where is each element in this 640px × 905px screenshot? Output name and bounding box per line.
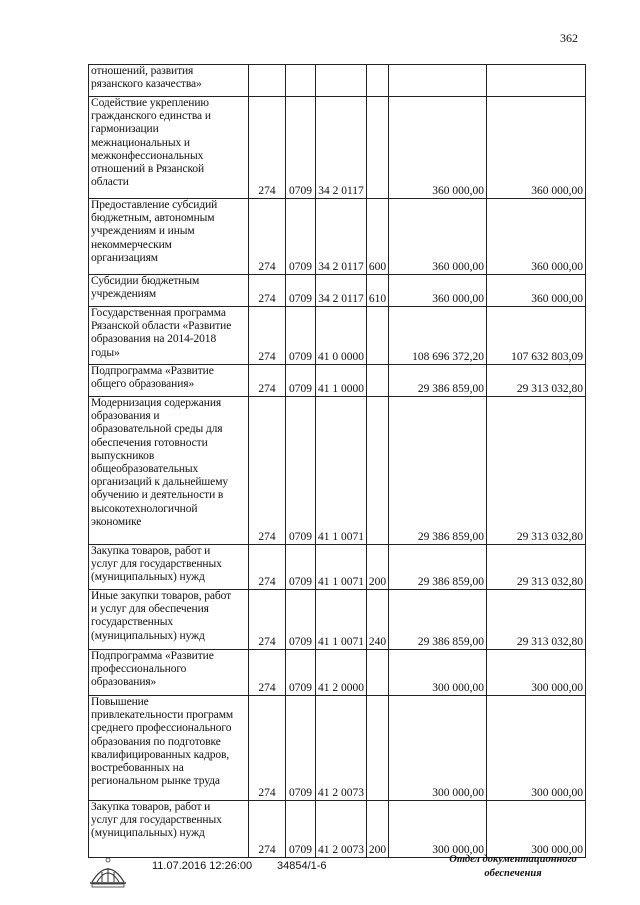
- target-code-cell: 34 2 0117: [316, 199, 367, 275]
- target-code-cell: 41 2 0000: [316, 650, 367, 696]
- item-name-line: организаций к дальнейшему: [91, 476, 229, 489]
- amount-year1-cell: 300 000,00: [389, 650, 487, 696]
- item-name-cell: [89, 365, 249, 397]
- amount-year1-cell: [389, 65, 487, 97]
- admin-code-cell: 274: [249, 545, 286, 590]
- expense-type-cell: [367, 365, 389, 397]
- item-name-line: образования и: [91, 410, 160, 423]
- amount-year2-cell: 29 313 032,80: [487, 545, 586, 590]
- footer-department-line: обеспечения: [484, 868, 542, 879]
- target-code-cell: 41 1 0000: [316, 365, 367, 397]
- item-name-cell: [89, 199, 249, 275]
- item-name-cell: [89, 590, 249, 650]
- amount-year1-cell: 360 000,00: [389, 199, 487, 275]
- footer-date: 11.07.2016 12:26:00: [152, 860, 253, 872]
- amount-year1-cell: 300 000,00: [389, 696, 487, 801]
- item-name-line: профессионального: [91, 663, 187, 676]
- table-row: [89, 397, 586, 545]
- item-name-line: гражданского единства и: [91, 110, 211, 123]
- item-name-line: годы»: [91, 346, 120, 359]
- amount-year2-cell: 300 000,00: [487, 696, 586, 801]
- item-name-line: региональном рынке труда: [91, 775, 220, 788]
- amount-year2-cell: 300 000,00: [487, 650, 586, 696]
- item-name-line: области: [91, 176, 129, 189]
- item-name-line: межнациональных и: [91, 136, 190, 149]
- item-name-cell: [89, 545, 249, 590]
- table-row: [89, 545, 586, 590]
- amount-year2-cell: [487, 65, 586, 97]
- item-name-line: Подпрограмма «Развитие: [91, 650, 214, 662]
- footer-department-line: Отдел документационного: [449, 854, 577, 865]
- admin-code-cell: 274: [249, 590, 286, 650]
- item-name-line: услуг для государственных: [91, 558, 222, 571]
- table-row: [89, 97, 586, 199]
- item-name-line: Рязанской области «Развитие: [91, 320, 232, 333]
- admin-code-cell: 274: [249, 650, 286, 696]
- item-name-cell: [89, 696, 249, 801]
- budget-table: [88, 64, 586, 858]
- section-code-cell: 0709: [286, 365, 316, 397]
- item-name-line: образования по подготовке: [91, 735, 221, 748]
- item-name-line: Модернизация содержания: [91, 397, 222, 409]
- item-name-line: Предоставление субсидий: [91, 199, 218, 211]
- department-logo-icon: [86, 852, 130, 888]
- item-name-line: гармонизации: [91, 123, 159, 136]
- item-name-line: обеспечения готовности: [91, 436, 208, 449]
- item-name-line: (муниципальных) нужд: [91, 827, 205, 840]
- item-name-line: Государственная программа: [91, 307, 226, 319]
- item-name-cell: [89, 801, 249, 858]
- target-code-cell: 34 2 0117: [316, 275, 367, 307]
- item-name-line: услуг для государственных: [91, 814, 222, 827]
- item-name-line: Повышение: [91, 696, 149, 708]
- section-code-cell: 0709: [286, 199, 316, 275]
- table-row: [89, 801, 586, 858]
- amount-year2-cell: 29 313 032,80: [487, 365, 586, 397]
- table-row: [89, 590, 586, 650]
- admin-code-cell: 274: [249, 199, 286, 275]
- section-code-cell: 0709: [286, 275, 316, 307]
- footer-department: [428, 853, 598, 881]
- item-name-line: и услуг для обеспечения: [91, 603, 209, 616]
- item-name-line: образования на 2014-2018: [91, 333, 217, 346]
- item-name-line: Подпрограмма «Развитие: [91, 365, 214, 377]
- item-name-line: (муниципальных) нужд: [91, 571, 205, 584]
- section-code-cell: [286, 65, 316, 97]
- expense-type-cell: 200: [367, 801, 389, 858]
- admin-code-cell: [249, 65, 286, 97]
- section-code-cell: 0709: [286, 650, 316, 696]
- page-footer: [0, 850, 640, 905]
- target-code-cell: 41 1 0071: [316, 545, 367, 590]
- item-name-line: экономике: [91, 515, 142, 528]
- section-code-cell: 0709: [286, 397, 316, 545]
- section-code-cell: 0709: [286, 307, 316, 365]
- table-row: [89, 650, 586, 696]
- amount-year1-cell: 360 000,00: [389, 275, 487, 307]
- table-row: [89, 696, 586, 801]
- item-name-line: учреждениям: [91, 288, 157, 301]
- item-name-line: Субсидии бюджетным: [91, 275, 200, 287]
- admin-code-cell: 274: [249, 97, 286, 199]
- amount-year2-cell: 29 313 032,80: [487, 397, 586, 545]
- table-row: [89, 307, 586, 365]
- item-name-line: межконфессиональных: [91, 149, 204, 162]
- item-name-line: высокотехнологичной: [91, 502, 198, 515]
- amount-year2-cell: 360 000,00: [487, 275, 586, 307]
- item-name-line: государственных: [91, 616, 174, 629]
- section-code-cell: 0709: [286, 97, 316, 199]
- amount-year2-cell: 360 000,00: [487, 97, 586, 199]
- item-name-line: Закупка товаров, работ и: [91, 801, 211, 813]
- expense-type-cell: 610: [367, 275, 389, 307]
- amount-year1-cell: 29 386 859,00: [389, 365, 487, 397]
- item-name-line: Иные закупки товаров, работ: [91, 590, 232, 602]
- amount-year1-cell: 29 386 859,00: [389, 397, 487, 545]
- footer-registration-number: 34854/1-6: [277, 860, 327, 872]
- page-number: 362: [560, 31, 578, 45]
- expense-type-cell: 200: [367, 545, 389, 590]
- amount-year1-cell: 108 696 372,20: [389, 307, 487, 365]
- item-name-line: привлекательности программ: [91, 709, 234, 722]
- item-name-cell: [89, 65, 249, 97]
- section-code-cell: 0709: [286, 696, 316, 801]
- expense-type-cell: [367, 397, 389, 545]
- admin-code-cell: 274: [249, 801, 286, 858]
- item-name-line: отношений в Рязанской: [91, 163, 205, 176]
- expense-type-cell: [367, 650, 389, 696]
- admin-code-cell: 274: [249, 696, 286, 801]
- expense-type-cell: 240: [367, 590, 389, 650]
- target-code-cell: 41 1 0071: [316, 590, 367, 650]
- admin-code-cell: 274: [249, 365, 286, 397]
- target-code-cell: 34 2 0117: [316, 97, 367, 199]
- amount-year1-cell: 300 000,00: [389, 801, 487, 858]
- target-code-cell: [316, 65, 367, 97]
- item-name-line: выпускников: [91, 449, 155, 462]
- target-code-cell: 41 0 0000: [316, 307, 367, 365]
- item-name-cell: [89, 397, 249, 545]
- expense-type-cell: 600: [367, 199, 389, 275]
- expense-type-cell: [367, 97, 389, 199]
- item-name-line: образования»: [91, 676, 157, 689]
- expense-type-cell: [367, 696, 389, 801]
- table-row: [89, 65, 586, 97]
- expense-type-cell: [367, 65, 389, 97]
- item-name-line: обучению и деятельности в: [91, 489, 224, 502]
- item-name-line: востребованных на: [91, 762, 184, 775]
- amount-year1-cell: 360 000,00: [389, 97, 487, 199]
- section-code-cell: 0709: [286, 590, 316, 650]
- admin-code-cell: 274: [249, 275, 286, 307]
- admin-code-cell: 274: [249, 307, 286, 365]
- amount-year1-cell: 29 386 859,00: [389, 545, 487, 590]
- item-name-cell: [89, 307, 249, 365]
- item-name-line: бюджетным, автономным: [91, 212, 215, 225]
- amount-year2-cell: 360 000,00: [487, 199, 586, 275]
- target-code-cell: 41 2 0073: [316, 696, 367, 801]
- item-name-line: (муниципальных) нужд: [91, 629, 205, 642]
- item-name-line: среднего профессионального: [91, 722, 232, 735]
- amount-year2-cell: 107 632 803,09: [487, 307, 586, 365]
- item-name-line: квалифицированных кадров,: [91, 748, 230, 761]
- item-name-line: учреждениям и иным: [91, 225, 195, 238]
- item-name-line: Закупка товаров, работ и: [91, 545, 211, 557]
- item-name-cell: [89, 97, 249, 199]
- item-name-line: Содействие укреплению: [91, 97, 209, 109]
- item-name-line: образовательной среды для: [91, 423, 223, 436]
- table-row: [89, 275, 586, 307]
- item-name-line: общеобразовательных: [91, 463, 199, 476]
- item-name-line: некоммерческим: [91, 238, 172, 251]
- admin-code-cell: 274: [249, 397, 286, 545]
- section-code-cell: 0709: [286, 545, 316, 590]
- target-code-cell: 41 1 0071: [316, 397, 367, 545]
- item-name-cell: [89, 275, 249, 307]
- amount-year2-cell: 29 313 032,80: [487, 590, 586, 650]
- expense-type-cell: [367, 307, 389, 365]
- item-name-line: общего образования»: [91, 378, 195, 391]
- table-row: [89, 199, 586, 275]
- section-code-cell: 0709: [286, 801, 316, 858]
- target-code-cell: 41 2 0073: [316, 801, 367, 858]
- amount-year2-cell: 300 000,00: [487, 801, 586, 858]
- item-name-line: организациям: [91, 251, 158, 264]
- item-name-line: рязанского казачества»: [91, 78, 202, 91]
- table-row: [89, 365, 586, 397]
- item-name-cell: [89, 650, 249, 696]
- amount-year1-cell: 29 386 859,00: [389, 590, 487, 650]
- item-name-line: отношений, развития: [91, 65, 194, 77]
